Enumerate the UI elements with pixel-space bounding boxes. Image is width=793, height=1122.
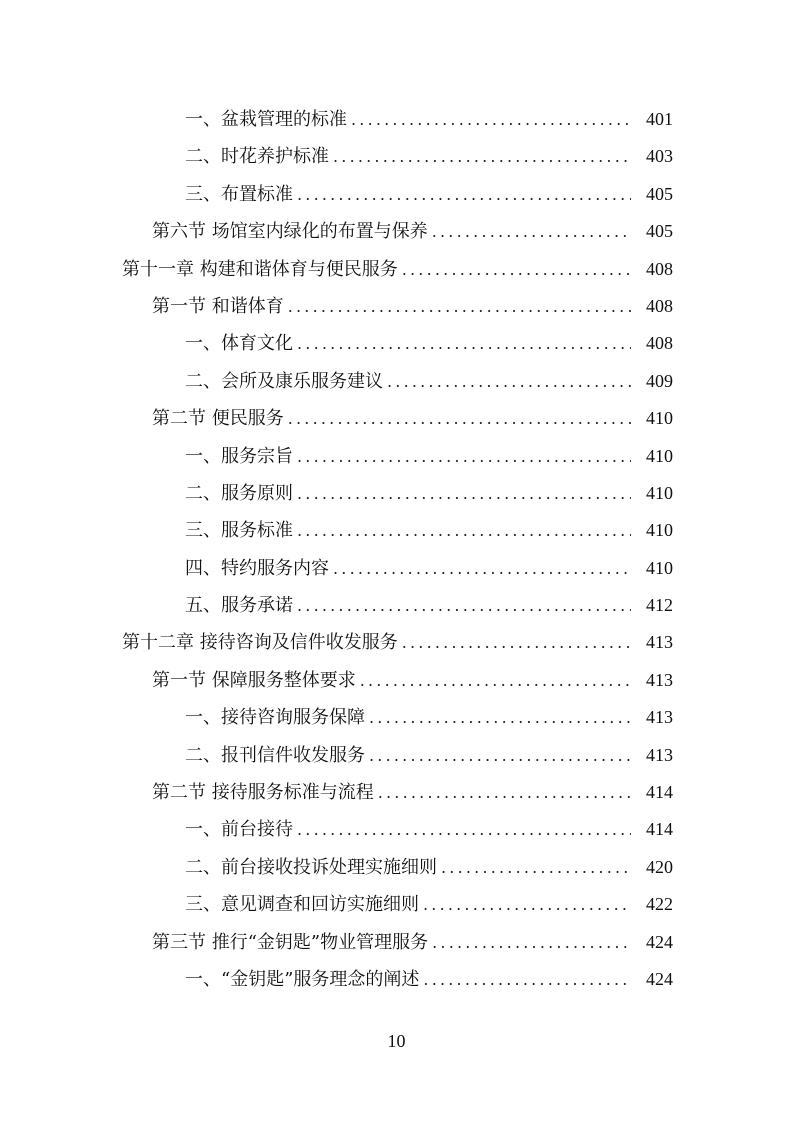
toc-entry-page: 410: [646, 445, 673, 466]
toc-leader-dots: [297, 587, 631, 624]
toc-leader-dots: [402, 251, 631, 288]
toc-leader-dots: [378, 774, 631, 811]
toc-entry-title: 一、前台接待: [185, 819, 293, 841]
toc-entry[interactable]: [0, 475, 793, 512]
toc-entry-page: 422: [646, 894, 673, 915]
toc-entry-title: 五、服务承诺: [185, 595, 293, 617]
toc-entry-page: 413: [646, 707, 673, 728]
toc-leader-dots: [297, 325, 631, 362]
toc-entry[interactable]: [0, 699, 793, 736]
toc-entry-page: 410: [646, 408, 673, 429]
toc-entry-page: 420: [646, 856, 673, 877]
toc-entry-page: 409: [646, 370, 673, 391]
toc-leader-dots: [297, 438, 631, 475]
toc-leader-dots: [333, 550, 631, 587]
toc-entry-title: 第三节 推行“金钥匙”物业管理服务: [152, 931, 429, 953]
toc-entry-title: 一、盆栽管理的标准: [185, 109, 347, 130]
toc-entry-page: 413: [646, 632, 673, 653]
toc-entry-page: 413: [646, 744, 673, 765]
toc-entry-title: 四、特约服务内容: [185, 557, 329, 579]
toc-entry-title: 三、服务标准: [185, 520, 293, 542]
toc-entry-page: 424: [646, 931, 673, 952]
toc-entry[interactable]: [0, 737, 793, 774]
toc-entry-title: 一、体育文化: [185, 333, 293, 355]
toc-leader-dots: [432, 213, 631, 250]
toc-entry[interactable]: [0, 662, 793, 699]
toc-entry-title: 第一节 和谐体育: [152, 295, 284, 317]
toc-entry-page: 410: [646, 520, 673, 541]
toc-entry[interactable]: [0, 886, 793, 923]
toc-entry[interactable]: [0, 288, 793, 325]
toc-entry-page: 414: [646, 819, 673, 840]
toc-entry-title: 一、接待咨询服务保障: [185, 707, 365, 729]
toc-entry[interactable]: [0, 363, 793, 400]
toc-entry[interactable]: [0, 251, 793, 288]
toc-entry-page: 405: [646, 183, 673, 204]
toc-leader-dots: [387, 363, 631, 400]
toc-entry-page: 408: [646, 295, 673, 316]
toc-entry-page: 403: [646, 146, 673, 167]
toc-entry-title: 二、会所及康乐服务建议: [185, 370, 383, 392]
toc-leader-dots: [288, 400, 631, 437]
toc-entry[interactable]: [0, 176, 793, 213]
toc-entry-title: 第十二章 接待咨询及信件收发服务: [122, 632, 398, 654]
page-number: 10: [387, 1031, 406, 1051]
toc-entry-title: 二、时花养护标准: [185, 146, 329, 168]
toc-entry-page: 401: [646, 109, 673, 129]
toc-entry[interactable]: [0, 624, 793, 661]
toc-entry-page: 414: [646, 782, 673, 803]
toc-entry[interactable]: [0, 512, 793, 549]
toc-leader-dots: [297, 512, 631, 549]
toc-leader-dots: [297, 475, 631, 512]
table-of-contents: [0, 101, 793, 998]
toc-leader-dots: [288, 288, 631, 325]
toc-leader-dots: [402, 624, 631, 661]
toc-leader-dots: [333, 138, 631, 175]
toc-entry[interactable]: [0, 811, 793, 848]
toc-leader-dots: [360, 662, 631, 699]
toc-leader-dots: [432, 924, 631, 961]
toc-leader-dots: [297, 811, 631, 848]
toc-leader-dots: [441, 849, 631, 886]
toc-entry-title: 第十一章 构建和谐体育与便民服务: [122, 258, 398, 280]
toc-entry[interactable]: [0, 325, 793, 362]
toc-entry[interactable]: [0, 774, 793, 811]
toc-entry-title: 二、前台接收投诉处理实施细则: [185, 856, 437, 878]
toc-entry[interactable]: [0, 400, 793, 437]
toc-entry[interactable]: [0, 138, 793, 175]
toc-entry-page: 410: [646, 557, 673, 578]
toc-entry[interactable]: [0, 213, 793, 250]
toc-entry-title: 二、报刊信件收发服务: [185, 744, 365, 766]
toc-entry-page: 410: [646, 482, 673, 503]
toc-leader-dots: [369, 699, 631, 736]
toc-entry-page: 405: [646, 221, 673, 242]
toc-entry[interactable]: [0, 924, 793, 961]
toc-entry[interactable]: [0, 438, 793, 475]
toc-entry-title: 第二节 便民服务: [152, 408, 284, 430]
toc-leader-dots: [297, 176, 631, 213]
toc-entry[interactable]: [0, 587, 793, 624]
toc-entry[interactable]: [0, 961, 793, 998]
toc-leader-dots: [351, 101, 631, 138]
toc-entry[interactable]: [0, 550, 793, 587]
toc-entry-title: 一、服务宗旨: [185, 445, 293, 467]
toc-leader-dots: [369, 737, 631, 774]
toc-entry-title: 二、服务原则: [185, 482, 293, 504]
toc-entry-page: 413: [646, 669, 673, 690]
toc-entry-page: 408: [646, 258, 673, 279]
toc-leader-dots: [423, 886, 631, 923]
toc-entry-title: 第六节 场馆室内绿化的布置与保养: [152, 221, 428, 243]
toc-entry-title: 三、布置标准: [185, 183, 293, 205]
toc-leader-dots: [423, 961, 631, 998]
toc-entry-page: 408: [646, 333, 673, 354]
toc-entry-page: 412: [646, 595, 673, 616]
toc-entry-title: 第二节 接待服务标准与流程: [152, 782, 374, 804]
toc-entry[interactable]: [0, 101, 793, 138]
toc-entry-page: 424: [646, 968, 673, 989]
toc-entry-title: 第一节 保障服务整体要求: [152, 669, 356, 691]
toc-entry[interactable]: [0, 849, 793, 886]
toc-entry-title: 三、意见调查和回访实施细则: [185, 894, 419, 916]
toc-entry-title: 一、“金钥匙”服务理念的阐述: [185, 968, 420, 990]
